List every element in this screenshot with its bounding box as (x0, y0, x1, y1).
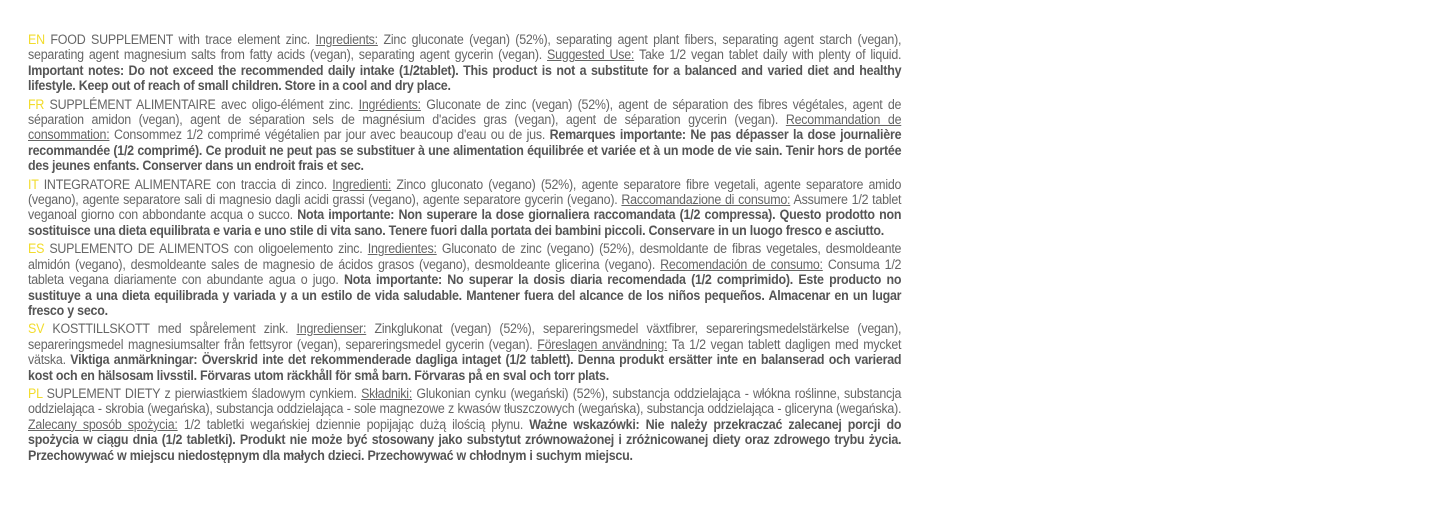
important-notes: Viktiga anmärkningar: Överskrid inte det rekommenderade dagliga intaget (1/2 tablett). Denna produkt ersätter inte en balanserad och varierad kost och en hälsosam livsstil. Förvaras utom räckhåll för små barn. Förvaras på en sval och torr plats. (28, 352, 902, 383)
usage-label: Raccomandazione di consumo: (621, 192, 791, 208)
product-intro: KOSTTILLSKOTT med spårelement zink. (52, 321, 289, 337)
section-it (28, 177, 901, 239)
language-code: ES (28, 241, 45, 257)
important-notes: Important notes: Do not exceed the recommended daily intake (1/2tablet). This product is not a substitute for a balanced and varied diet and healthy lifestyle. Keep out of reach of small children. Store in a cool and dry place. (28, 62, 902, 94)
usage-text: Consommez 1/2 comprimé végétalien par jour avec beaucoup d'eau ou de jus. (113, 127, 546, 143)
product-intro: SUPLEMENTO DE ALIMENTOS con oligoelemento zinc. (49, 241, 363, 257)
important-notes: Nota importante: No superar la dosis diaria recomendada (1/2 comprimido). Este producto no sustituye a una dieta equilibrada y variada y a un estilo de vida saludable. Mantener fuera del alcance de los niños pequeños. Almacenar en un lugar fresco y seco. (28, 272, 902, 318)
ingredients-text: Glukonian cynku (wegański) (52%), substancja oddzielająca - włókna roślinne, substancja oddzielająca - skrobia (wegańska), substancja oddzielająca - sole magnezowe z kwasów tłuszczowych (wegańska), substancja oddzielająca - gliceryna (wegańska). (28, 385, 902, 417)
usage-label: Föreslagen användning: (537, 336, 668, 352)
product-intro: SUPPLÉMENT ALIMENTAIRE avec oligo-élément zinc. (49, 96, 354, 112)
language-code: FR (28, 96, 45, 112)
usage-label: Recomendación de consumo: (660, 256, 823, 272)
ingredients-text: Zinkglukonat (vegan) (52%), separeringsmedel växtfibrer, separeringsmedelstärkelse (vegan), separeringsmedel magnesiumsalter från fettsyror (vegan), separeringsmedel gycerin (vegan). (28, 321, 902, 352)
product-intro: FOOD SUPPLEMENT with trace element zinc. (50, 32, 311, 47)
usage-text: Take 1/2 vegan tablet daily with plenty of liquid. (638, 47, 902, 63)
ingredients-label: Ingredienti: (332, 176, 392, 192)
ingredients-text: Gluconate de zinc (vegan) (52%), agent de séparation des fibres végétales, agent de séparation amidon (vegan), agent de séparation sels de magnésium d'acides gras (vegan), agent de séparation gycerin (vegan). (28, 96, 902, 128)
section-en (28, 32, 901, 94)
language-code: PL (28, 385, 43, 401)
ingredients-label: Ingrédients: (358, 96, 421, 112)
usage-text: Assumere 1/2 tablet veganoal giorno con abbondante acqua o succo. (28, 192, 902, 223)
ingredients-text: Zinco gluconato (vegano) (52%), agente separatore fibre vegetali, agente separatore amido (vegano), agente separatore sali di magnesio dagli acidi grassi (vegano), agente separatore gycerin (vegano). (28, 176, 902, 208)
important-notes: Nota importante: Non superare la dose giornaliera raccomandata (1/2 compressa). Questo prodotto non sostituisce una dieta equilibrata e varia e uno stile di vita sano. Tenere fuori dalla portata dei bambini piccoli. Conservare in un luogo fresco e asciutto. (28, 207, 902, 238)
product-intro: SUPLEMENT DIETY z pierwiastkiem śladowym cynkiem. (46, 385, 357, 401)
important-notes: Remarques importante: Ne pas dépasser la dose journalière recommandée (1/2 comprimé). Ce produit ne peut pas se substituer à une alimentation équilibrée et variée et à un mode de vie sain. Tenir hors de portée des jeunes enfants. Conserver dans un endroit frais et sec. (28, 127, 902, 174)
product-intro: INTEGRATORE ALIMENTARE con traccia di zinco. (43, 176, 327, 192)
usage-text: Ta 1/2 vegan tablett dagligen med mycket vätska. (28, 336, 902, 368)
section-sv (28, 321, 901, 383)
supplement-label-text (28, 32, 901, 466)
ingredients-label: Ingredienser: (296, 321, 367, 337)
ingredients-label: Składniki: (361, 385, 413, 401)
ingredients-label: Ingredientes: (367, 241, 437, 257)
usage-label: Suggested Use: (547, 47, 635, 63)
usage-label: Recommandation de consommation: (28, 112, 902, 143)
section-es (28, 241, 901, 318)
language-code: IT (28, 176, 39, 192)
ingredients-label: Ingredients: (315, 32, 378, 47)
language-code: EN (28, 32, 45, 47)
important-notes: Ważne wskazówki: Nie należy przekraczać zalecanej porcji do spożycia w ciągu dnia (1/2 tabletki). Produkt nie może być stosowany jako substytut zrównoważonej i zróżnicowanej diety oraz zdrowego trybu życia. Przechowywać w miejscu niedostępnym dla małych dzieci. Przechowywać w chłodnym i suchym miejscu. (28, 416, 902, 463)
usage-label: Zalecany sposób spożycia: (28, 416, 178, 432)
usage-text: Consuma 1/2 tableta vegana diariamente con abundante agua o jugo. (28, 256, 902, 288)
ingredients-text: Gluconato de zinc (vegano) (52%), desmoldante de fibras vegetales, desmoldeante almidón (vegano), desmoldeante sales de magnesio de ácidos grasos (vegano), desmoldeante glicerina (vegano). (28, 241, 902, 272)
ingredients-text: Zinc gluconate (vegan) (52%), separating agent plant fibers, separating agent starch (vegan), separating agent magnesium salts from fatty acids (vegan), separating agent gycerin (vegan). (28, 32, 902, 63)
usage-text: 1/2 tabletki wegańskiej dziennie popijając dużą ilością płynu. (183, 416, 524, 432)
language-code: SV (28, 321, 45, 337)
section-fr (28, 97, 901, 174)
section-pl (28, 386, 901, 463)
